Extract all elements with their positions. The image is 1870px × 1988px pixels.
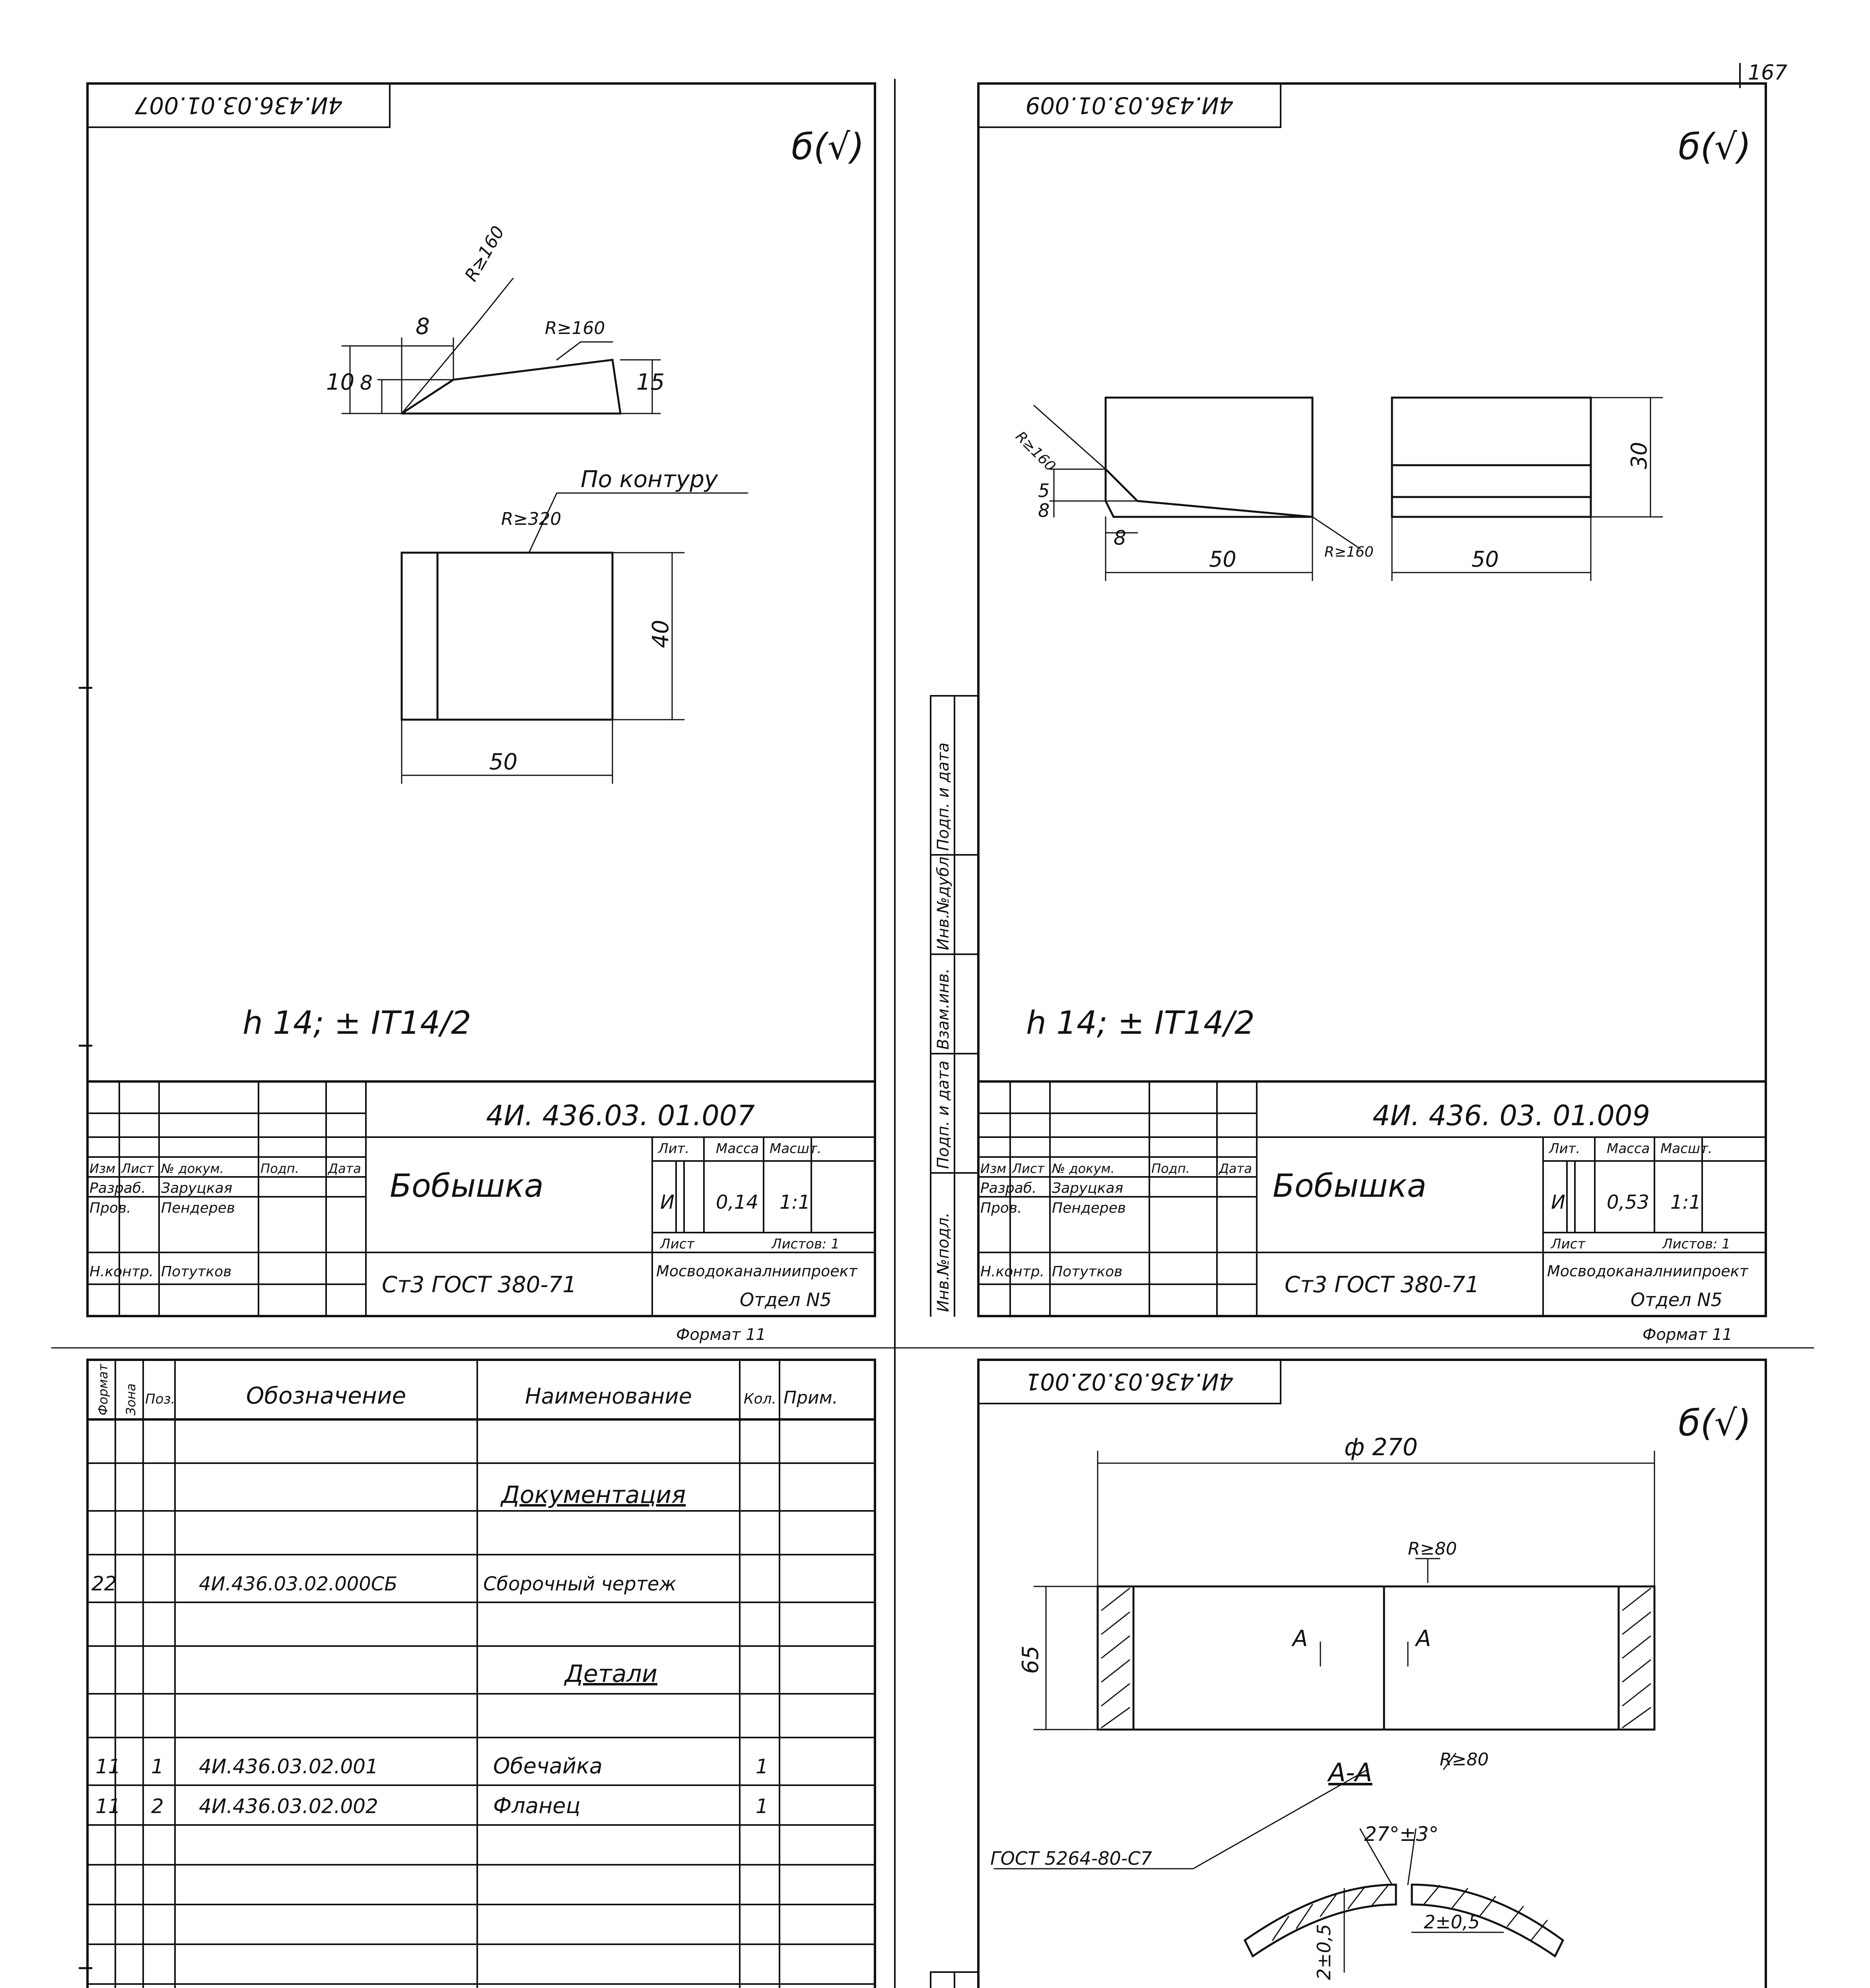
nkontr-label-2: Н.контр.: [980, 1264, 1045, 1280]
gap-dim-1: 2±0,5: [1313, 1924, 1335, 1980]
sheet-2: [931, 83, 1766, 1344]
dim-8-a: 8: [1038, 500, 1050, 521]
norm-name-1: Потутков: [161, 1264, 232, 1280]
dim-8-horizontal: 8: [416, 314, 430, 340]
col-designation: Обозначение: [246, 1382, 406, 1409]
radius-320: R≥320: [501, 509, 562, 529]
nkontr-label-1: Н.контр.: [89, 1264, 154, 1280]
dim-5: 5: [1038, 480, 1050, 501]
dept-1: Отдел N5: [740, 1289, 832, 1310]
scale-label-1: Масшт.: [770, 1141, 822, 1157]
radius-160-b: R≥160: [545, 318, 605, 338]
section-aa-detail: [1245, 1829, 1563, 1972]
format-1: Формат 11: [676, 1326, 766, 1344]
radius-160-c: R≥160: [1012, 428, 1059, 475]
plan-view: [402, 493, 748, 783]
dim-8-vertical: 8: [360, 371, 373, 394]
sheet-3-frame: [87, 1360, 875, 1988]
hatching-left: [1102, 1588, 1129, 1728]
spec-table-grid: [87, 1360, 875, 1988]
material-1: Ст3 ГОСТ 380-71: [382, 1272, 577, 1298]
stamp-vzam-2: Взам.инв.: [934, 968, 952, 1050]
dim-8-b: 8: [1114, 526, 1126, 549]
row-2-qty: 1: [756, 1795, 768, 1818]
side-stamp-4: [931, 1972, 978, 1988]
sheet-3: [87, 1360, 875, 1988]
dim-50-b: 50: [1472, 547, 1499, 572]
angle-dim: 27°±3°: [1364, 1823, 1439, 1846]
radius-160-a: R≥160: [461, 222, 509, 285]
row-docs-name: Сборочный чертеж: [483, 1573, 676, 1595]
col-pos: Поз.: [145, 1391, 175, 1407]
designation-2: 4И. 436. 03. 01.009: [1372, 1099, 1650, 1132]
weld-note: ГОСТ 5264-80-С7: [990, 1848, 1152, 1869]
dim-65: 65: [1018, 1645, 1044, 1674]
dim-50: 50: [489, 749, 518, 775]
lit-2: И: [1551, 1191, 1565, 1213]
section-parts: Детали: [565, 1660, 657, 1688]
roughness-mark: б(√): [791, 126, 865, 168]
prov-label-1: Пров.: [89, 1200, 131, 1216]
dev-name-1: Заруцкая: [161, 1180, 233, 1196]
sheets-label-2: Листов: 1: [1662, 1236, 1730, 1252]
radius-160-d: R≥160: [1324, 544, 1374, 560]
gap-dim-2: 2±0,5: [1424, 1911, 1480, 1933]
lit-1: И: [660, 1191, 675, 1213]
mass-label-2: Масса: [1607, 1141, 1650, 1157]
sheet-1-code-rotated: 4И.436.03.01.007: [134, 92, 343, 119]
sheet-4-code-rotated: 4И.436.03.02.001: [1025, 1368, 1234, 1395]
col-name: Наименование: [525, 1384, 692, 1409]
wedge-side-view: [342, 278, 660, 414]
scale-label-2: Масшт.: [1660, 1141, 1713, 1157]
row-docs-format: 22: [91, 1572, 117, 1595]
row-docs-designation: 4И.436.03.02.000СБ: [199, 1573, 398, 1595]
list-label-1: Лист: [121, 1161, 154, 1176]
material-2: Ст3 ГОСТ 380-71: [1285, 1272, 1479, 1298]
dim-40: 40: [648, 619, 674, 648]
check-name-2: Пендерев: [1052, 1200, 1126, 1216]
org-2: Мосводоканалниипроект: [1547, 1262, 1748, 1280]
norm-name-2: Потутков: [1052, 1264, 1123, 1280]
scale-1: 1:1: [779, 1191, 811, 1213]
scale-2: 1:1: [1670, 1191, 1701, 1213]
designation-1: 4И. 436.03. 01.007: [486, 1099, 755, 1132]
org-1: Мосводоканалниипроект: [656, 1262, 857, 1280]
col-zone: Зона: [123, 1383, 138, 1415]
stamp-podp-2: Подп. и дата: [934, 1060, 952, 1169]
section-title: А-А: [1328, 1758, 1372, 1788]
radius-80-b: R≥80: [1440, 1749, 1489, 1770]
stamp-inv-podl-2: Инв.№подл.: [934, 1212, 952, 1312]
part-name-2: Бобышка: [1273, 1167, 1427, 1204]
part-name-1: Бобышка: [390, 1167, 544, 1204]
dim-10: 10: [326, 369, 355, 395]
format-2: Формат 11: [1643, 1326, 1732, 1344]
section-mark-right: А: [1416, 1626, 1431, 1652]
dim-diameter-270: ф 270: [1344, 1433, 1418, 1461]
sign-label-2: Подп.: [1151, 1161, 1190, 1176]
razrab-label-2: Разраб.: [980, 1180, 1037, 1196]
row-2-pos: 2: [151, 1795, 164, 1818]
col-note: Прим.: [783, 1388, 838, 1408]
list-label-2: Лист: [1012, 1161, 1045, 1176]
sheet-2-code-rotated: 4И.436.03.01.009: [1025, 92, 1234, 119]
dim-15: 15: [636, 369, 665, 395]
sheet-1: [87, 83, 875, 1344]
sheet-4: [931, 1360, 1766, 1988]
sheet-label-2: Лист: [1551, 1236, 1586, 1252]
stamp-dubl-2: Инв.№дубл.: [934, 851, 952, 950]
page-number: 167: [1748, 61, 1788, 85]
row-1-format: 11: [95, 1755, 121, 1778]
row-2-name: Фланец: [493, 1793, 581, 1818]
razrab-label-1: Разраб.: [89, 1180, 146, 1196]
stamp-podp2-2: Подп. и дата: [934, 742, 952, 851]
izm-label-2: Изм: [980, 1161, 1007, 1176]
section-docs: Документация: [501, 1481, 686, 1509]
dim-50-a: 50: [1209, 547, 1236, 572]
roughness-mark-4: б(√): [1678, 1402, 1751, 1444]
tolerance-note-2: h 14; ± IT14/2: [1026, 1004, 1255, 1041]
mass-2: 0,53: [1607, 1191, 1649, 1213]
lit-label-2: Лит.: [1549, 1141, 1580, 1157]
mass-label-1: Масса: [716, 1141, 759, 1157]
hatching-right: [1623, 1588, 1650, 1728]
prov-label-2: Пров.: [980, 1200, 1022, 1216]
mass-1: 0,14: [716, 1191, 758, 1213]
margin-ticks: [80, 688, 91, 1988]
section-mark-left: А: [1293, 1626, 1308, 1652]
date-label-1: Дата: [328, 1161, 361, 1176]
dim-30: 30: [1627, 442, 1652, 469]
izm-label-1: Изм: [89, 1161, 116, 1176]
row-1-pos: 1: [151, 1755, 164, 1778]
sheet-label-1: Лист: [660, 1236, 695, 1252]
row-2-designation: 4И.436.03.02.002: [199, 1795, 378, 1818]
contour-note: По контуру: [581, 466, 718, 493]
shell-section-view: [994, 1451, 1654, 1869]
radius-80-a: R≥80: [1408, 1539, 1457, 1559]
date-label-2: Дата: [1219, 1161, 1252, 1176]
row-1-name: Обечайка: [493, 1753, 603, 1778]
row-1-designation: 4И.436.03.02.001: [199, 1755, 378, 1778]
tolerance-note: h 14; ± IT14/2: [243, 1004, 471, 1041]
lit-label-1: Лит.: [658, 1141, 690, 1157]
dev-name-2: Заруцкая: [1052, 1180, 1124, 1196]
doc-label-2: № докум.: [1052, 1161, 1115, 1176]
col-qty: Кол.: [744, 1391, 777, 1407]
check-name-1: Пендерев: [161, 1200, 235, 1216]
sheets-label-1: Листов: 1: [772, 1236, 840, 1252]
dept-2: Отдел N5: [1631, 1289, 1722, 1310]
sign-label-1: Подп.: [260, 1161, 299, 1176]
doc-label-1: № докум.: [161, 1161, 224, 1176]
row-2-format: 11: [95, 1795, 121, 1818]
col-format: Формат: [95, 1364, 111, 1415]
row-1-qty: 1: [756, 1755, 768, 1778]
roughness-mark-2: б(√): [1678, 126, 1751, 168]
